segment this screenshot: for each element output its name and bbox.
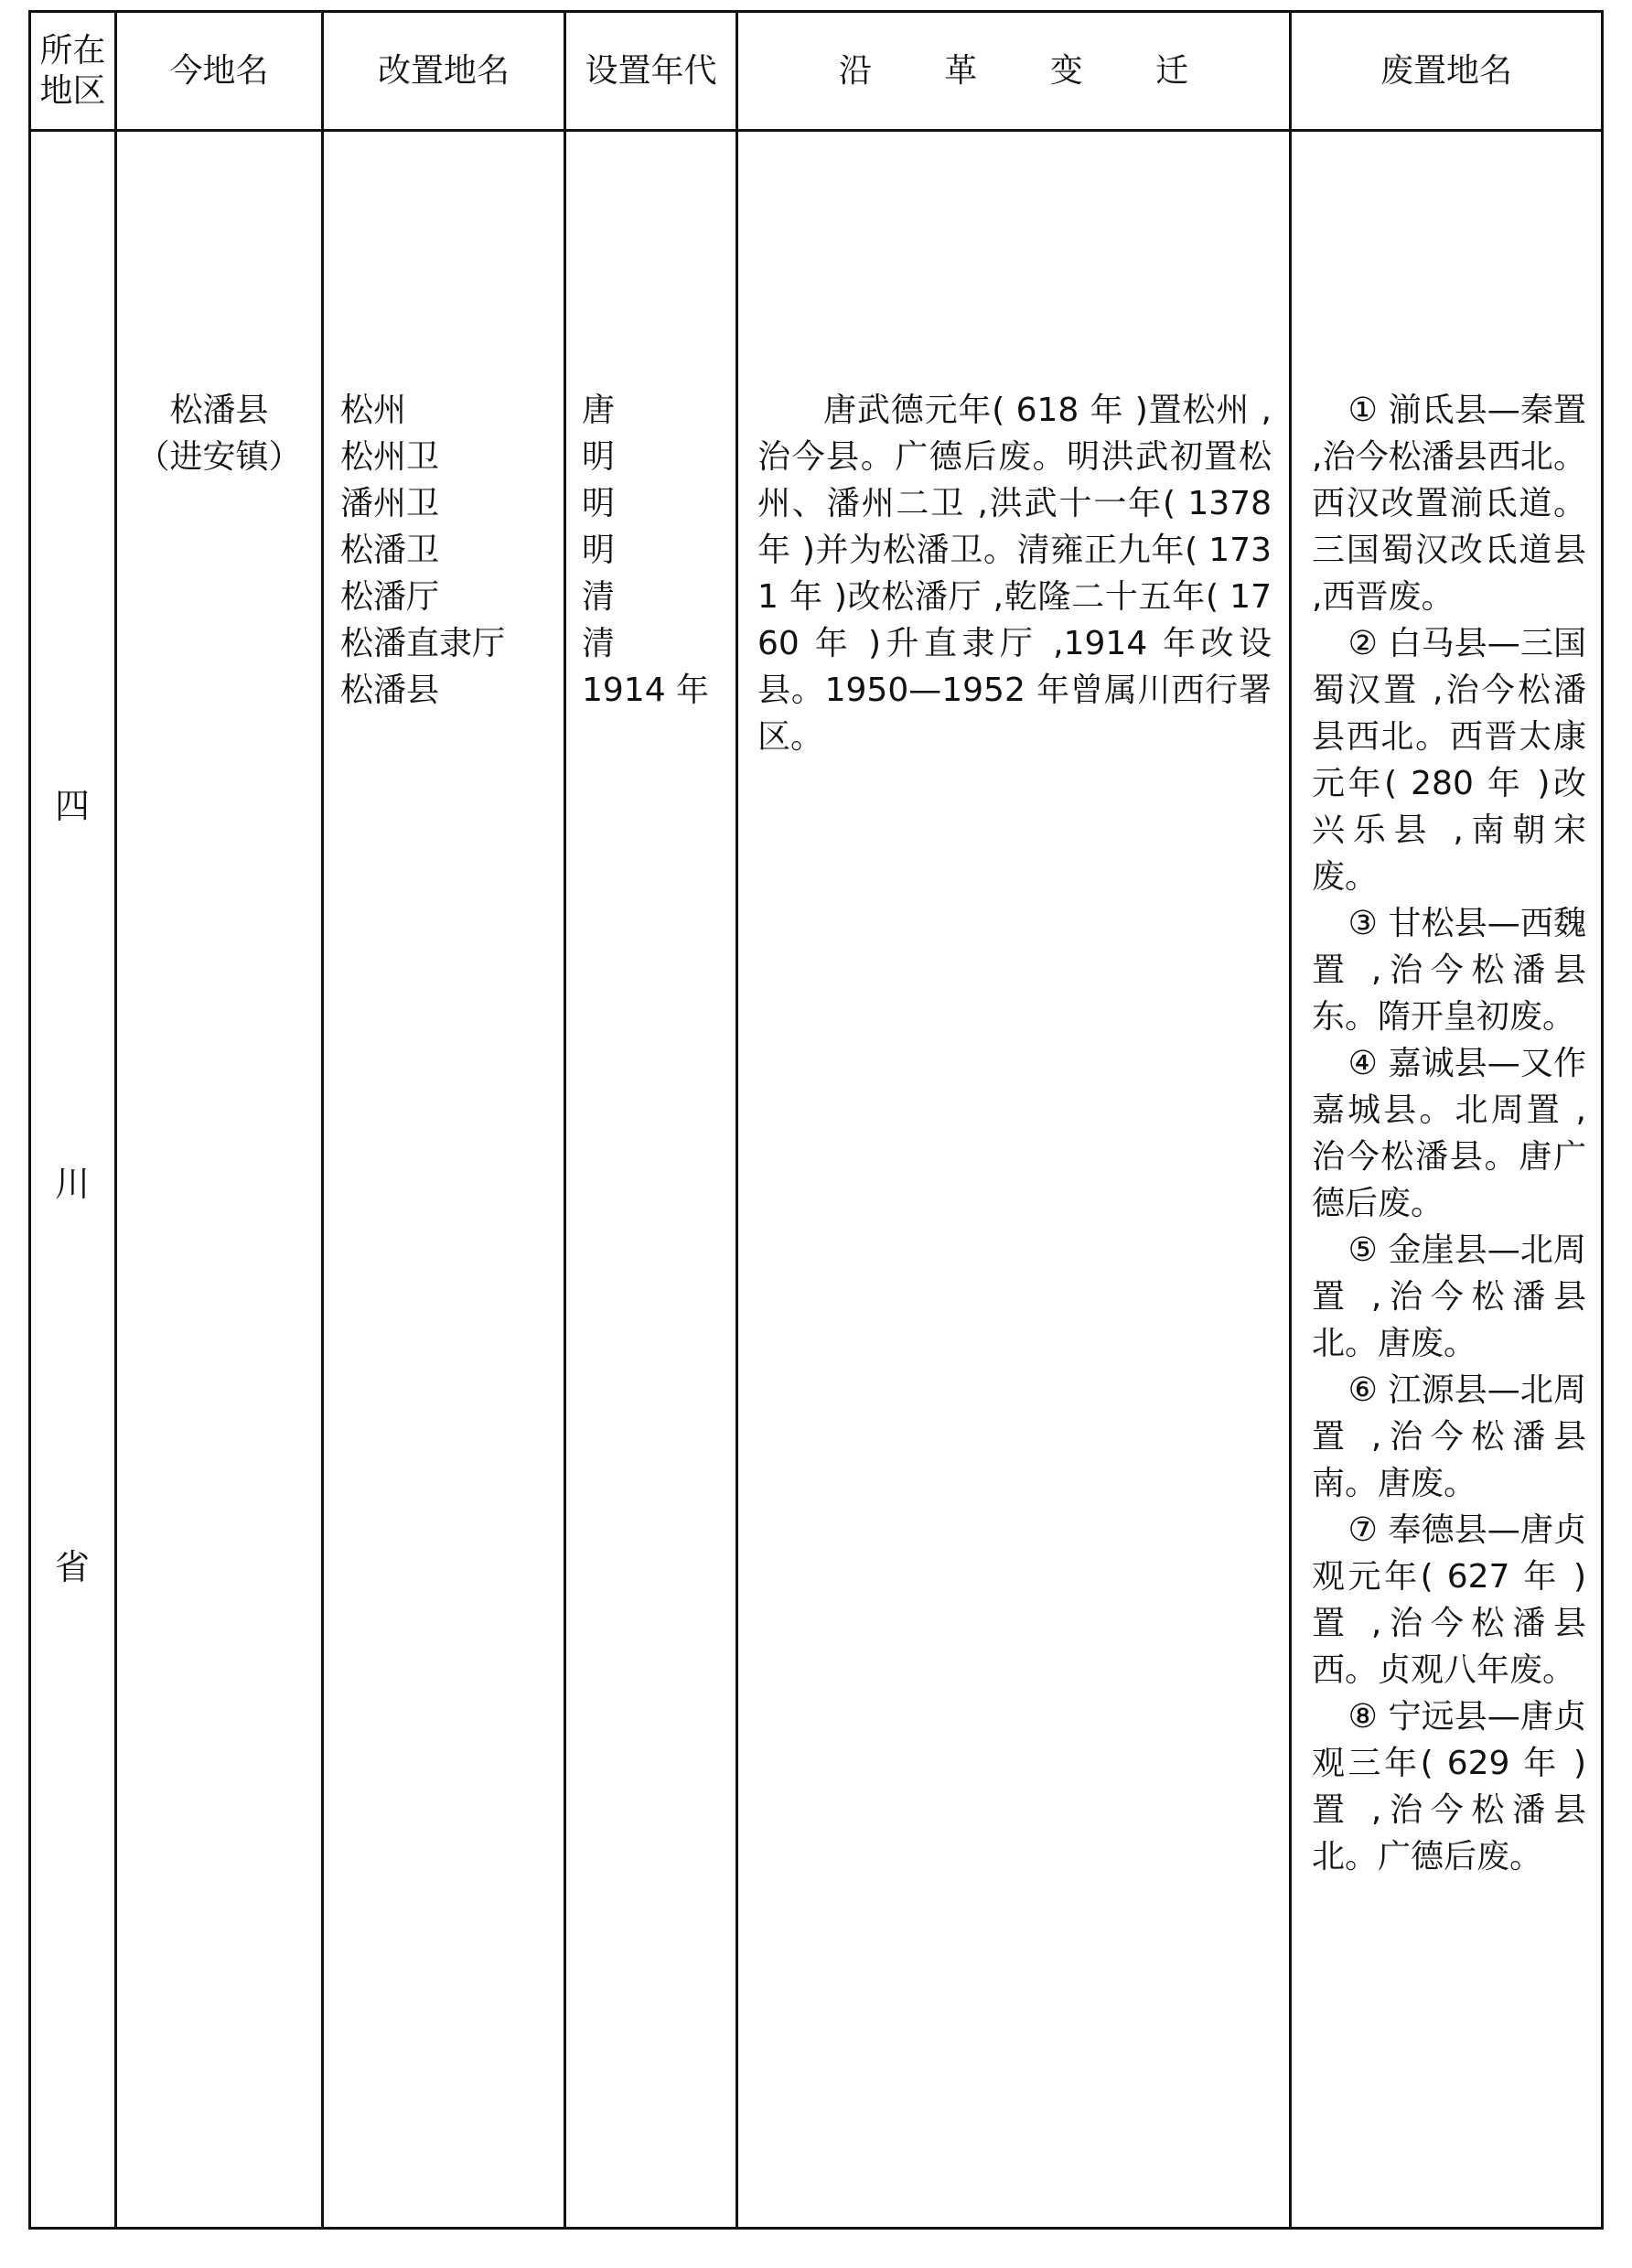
abolished-item: ③ 甘松县—西魏置 ,治今松潘县东。隋开皇初废。: [1312, 905, 1586, 1036]
former-name-item: 松州: [340, 392, 407, 429]
former-names-list: [340, 387, 560, 714]
former-name-item: 松潘直隶厅: [340, 625, 506, 662]
header-modern-name: 今地名: [169, 52, 269, 90]
established-year-item: 明: [582, 485, 616, 522]
established-year-item: 明: [582, 532, 616, 569]
former-name-item: 松潘县: [340, 672, 440, 709]
history-text: 唐武德元年( 618 年 )置松州 ,治今县。广德后废。明洪武初置松州、潘州二卫 ,洪武十一年( 1378 年 )并为松潘卫。清雍正九年( 1731 年 )改松潘厅 ,乾隆二十五年( 1760 年 )升直隶厅 ,1914 年改设县。1950—1952 年曾属川西行署区。: [757, 392, 1272, 756]
abolished-item: ⑦ 奉德县—唐贞观元年( 627 年 )置 ,治今松潘县西。贞观八年废。: [1312, 1511, 1586, 1689]
former-name-item: 松潘卫: [340, 532, 440, 569]
header-bottom-border: [28, 129, 1604, 132]
region-char-sheng: 省: [54, 1547, 90, 1587]
abolished-item: ⑧ 宁远县—唐贞观三年( 629 年 )置 ,治今松潘县北。广德后废。: [1312, 1698, 1586, 1876]
established-year-item: 唐: [582, 392, 616, 429]
column-divider-1: [114, 10, 117, 2230]
former-name-item: 松州卫: [340, 438, 440, 476]
header-history: 沿 革 变 迁: [838, 52, 1220, 90]
header-former-name: 改置地名: [377, 52, 510, 90]
modern-name-cell: [117, 387, 321, 480]
established-years-list: [582, 387, 733, 714]
modern-name-main: 松潘县: [169, 392, 269, 429]
abolished-item: ② 白马县—三国蜀汉置 ,治今松潘县西北。西晋太康元年( 280 年 )改兴乐县 ,南朝宋废。: [1312, 625, 1586, 896]
abolished-item: ⑥ 江源县—北周置 ,治今松潘县南。唐废。: [1312, 1371, 1586, 1502]
column-divider-5: [1289, 10, 1292, 2230]
abolished-item: ① 湔氐县—秦置 ,治今松潘县西北。西汉改置湔氐道。三国蜀汉改氐道县 ,西晋废。: [1312, 392, 1586, 616]
column-divider-3: [564, 10, 566, 2230]
established-year-item: 清: [582, 625, 616, 662]
abolished-list: [1312, 387, 1586, 1880]
established-year-item: 1914 年: [582, 672, 710, 709]
header-established-era: 设置年代: [585, 52, 717, 90]
established-year-item: 明: [582, 438, 616, 476]
table-left-border: [28, 10, 31, 2230]
region-char-si: 四: [54, 786, 90, 826]
header-region: 所在 地区: [39, 31, 106, 110]
former-name-item: 松潘厅: [340, 578, 440, 616]
modern-name-subtitle: （进安镇）: [136, 438, 302, 476]
table-right-border: [1601, 10, 1604, 2230]
established-year-item: 清: [582, 578, 616, 616]
region-char-chuan: 川: [54, 1164, 90, 1204]
column-divider-2: [321, 10, 324, 2230]
abolished-item: ⑤ 金崖县—北周置 ,治今松潘县北。唐废。: [1312, 1231, 1586, 1362]
abolished-item: ④ 嘉诚县—又作嘉城县。北周置 ,治今松潘县。唐广德后废。: [1312, 1045, 1586, 1222]
header-abolished-name: 废置地名: [1380, 52, 1512, 90]
former-name-item: 潘州卫: [340, 485, 440, 522]
column-divider-4: [735, 10, 738, 2230]
table-bottom-border: [28, 2227, 1604, 2230]
